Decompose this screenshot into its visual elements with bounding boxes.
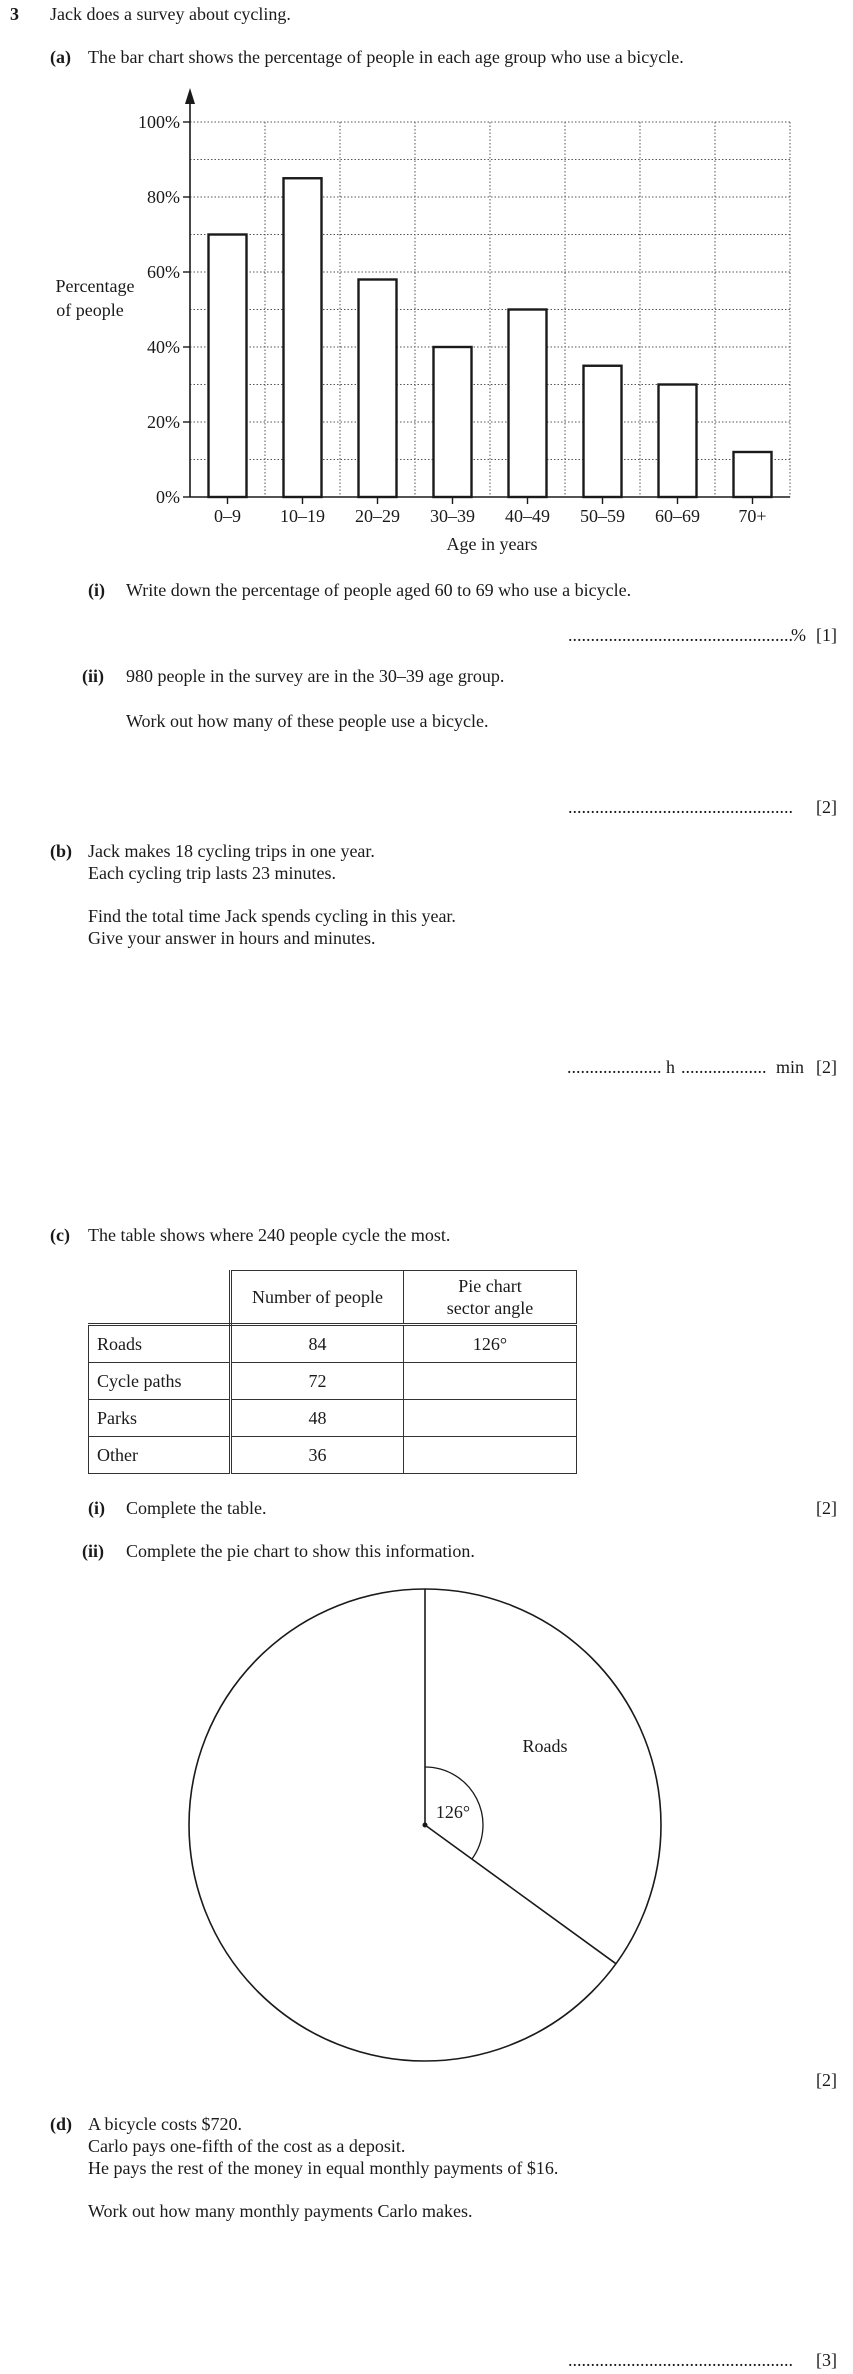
row-number: 36 — [231, 1437, 404, 1474]
part-a-i-answer-line[interactable]: .................................................. — [568, 625, 793, 645]
x-tick-label: 30–39 — [430, 506, 475, 526]
part-b-line2: Each cycling trip lasts 23 minutes. — [88, 863, 336, 883]
hours-unit: h — [666, 1057, 675, 1077]
x-tick-label: 60–69 — [655, 506, 700, 526]
y-tick-label: 80% — [147, 187, 180, 207]
y-tick-label: 0% — [156, 487, 180, 507]
x-tick-label: 0–9 — [214, 506, 241, 526]
part-a-label: (a) — [50, 47, 71, 67]
x-tick-label: 50–59 — [580, 506, 625, 526]
part-a-ii-marks: [2] — [816, 797, 837, 817]
bar — [584, 366, 622, 497]
row-place: Other — [89, 1437, 231, 1474]
part-b-line1: Jack makes 18 cycling trips in one year. — [88, 841, 375, 861]
bar — [659, 385, 697, 498]
row-angle-input[interactable] — [404, 1400, 577, 1437]
part-a-i-marks: [1] — [816, 625, 837, 645]
pie-sector-label-roads: Roads — [522, 1736, 568, 1756]
bar — [209, 235, 247, 498]
row-place: Parks — [89, 1400, 231, 1437]
x-tick-label: 20–29 — [355, 506, 400, 526]
part-b-line4: Give your answer in hours and minutes. — [88, 928, 376, 948]
part-a-text: The bar chart shows the percentage of people in each age group who use a bicycle. — [88, 47, 684, 67]
x-axis-label: Age in years — [446, 534, 538, 554]
bar — [359, 280, 397, 498]
pie-radius-roads-end — [425, 1825, 616, 1964]
part-c-i-text: Complete the table. — [126, 1498, 267, 1518]
part-c-label: (c) — [50, 1225, 70, 1245]
table-row — [89, 1400, 577, 1437]
row-place: Cycle paths — [89, 1363, 231, 1400]
pie-centre-dot — [423, 1823, 428, 1828]
header-sector-angle-line2: sector angle — [446, 1298, 534, 1318]
minutes-answer-line[interactable]: ................... — [681, 1057, 767, 1077]
y-tick-label: 20% — [147, 412, 180, 432]
part-c-i-label: (i) — [88, 1498, 105, 1518]
part-d-marks: [3] — [816, 2350, 837, 2370]
row-number: 84 — [231, 1325, 404, 1363]
part-d-line2: Carlo pays one-fifth of the cost as a deposit. — [88, 2136, 406, 2156]
row-angle: 126° — [404, 1325, 577, 1363]
hours-answer-line[interactable]: ..................... — [567, 1057, 662, 1077]
y-tick-label: 40% — [147, 337, 180, 357]
part-a-i-text: Write down the percentage of people aged 60 to 69 who use a bicycle. — [126, 580, 632, 600]
question-intro: Jack does a survey about cycling. — [50, 4, 291, 24]
part-a-i-label: (i) — [88, 580, 105, 600]
pie-angle-label: 126° — [435, 1802, 471, 1822]
part-c-ii-marks: [2] — [816, 2070, 837, 2090]
bar-chart — [0, 70, 853, 580]
pie-data-table — [88, 1270, 577, 1474]
x-tick-label: 40–49 — [505, 506, 550, 526]
bar — [284, 178, 322, 497]
header-sector-angle — [404, 1271, 577, 1325]
part-a-ii-text1: 980 people in the survey are in the 30–39 age group. — [126, 666, 505, 686]
part-c-ii-label: (ii) — [82, 1541, 104, 1561]
y-tick-label: 100% — [138, 112, 180, 132]
row-number: 72 — [231, 1363, 404, 1400]
part-a-ii-text2: Work out how many of these people use a bicycle. — [126, 711, 489, 731]
table-corner-cell — [89, 1271, 231, 1325]
y-axis-label-line1: Percentage — [55, 276, 135, 296]
x-tick-label: 10–19 — [280, 506, 325, 526]
header-number-of-people: Number of people — [231, 1271, 404, 1325]
part-d-line3: He pays the rest of the money in equal monthly payments of $16. — [88, 2158, 559, 2178]
part-a-ii-answer-line[interactable]: .................................................. — [568, 797, 793, 817]
y-tick-label: 60% — [147, 262, 180, 282]
pie-chart[interactable] — [0, 1580, 853, 2080]
part-c-text: The table shows where 240 people cycle the most. — [88, 1225, 451, 1245]
table-row — [89, 1363, 577, 1400]
table-row — [89, 1325, 577, 1363]
row-number: 48 — [231, 1400, 404, 1437]
bar — [434, 347, 472, 497]
y-axis-label-line2: of people — [56, 300, 124, 320]
part-b-marks: [2] — [816, 1057, 837, 1077]
part-d-line1: A bicycle costs $720. — [88, 2114, 242, 2134]
percent-sign: % — [791, 625, 806, 645]
part-c-ii-text: Complete the pie chart to show this information. — [126, 1541, 475, 1561]
row-place: Roads — [89, 1325, 231, 1363]
part-d-label: (d) — [50, 2114, 72, 2134]
minutes-unit: min — [776, 1057, 805, 1077]
part-d-line4: Work out how many monthly payments Carlo makes. — [88, 2201, 473, 2221]
part-b-label: (b) — [50, 841, 72, 861]
row-angle-input[interactable] — [404, 1363, 577, 1400]
part-c-i-marks: [2] — [816, 1498, 837, 1518]
bar — [734, 452, 772, 497]
part-d-answer-line[interactable]: .................................................. — [568, 2350, 793, 2370]
question-number: 3 — [10, 4, 19, 24]
part-a-ii-label: (ii) — [82, 666, 104, 686]
header-sector-angle-line1: Pie chart — [458, 1276, 522, 1296]
x-tick-label: 70+ — [738, 506, 767, 526]
table-row — [89, 1437, 577, 1474]
y-axis-arrow — [185, 88, 195, 104]
row-angle-input[interactable] — [404, 1437, 577, 1474]
part-b-line3: Find the total time Jack spends cycling in this year. — [88, 906, 456, 926]
bar — [509, 310, 547, 498]
